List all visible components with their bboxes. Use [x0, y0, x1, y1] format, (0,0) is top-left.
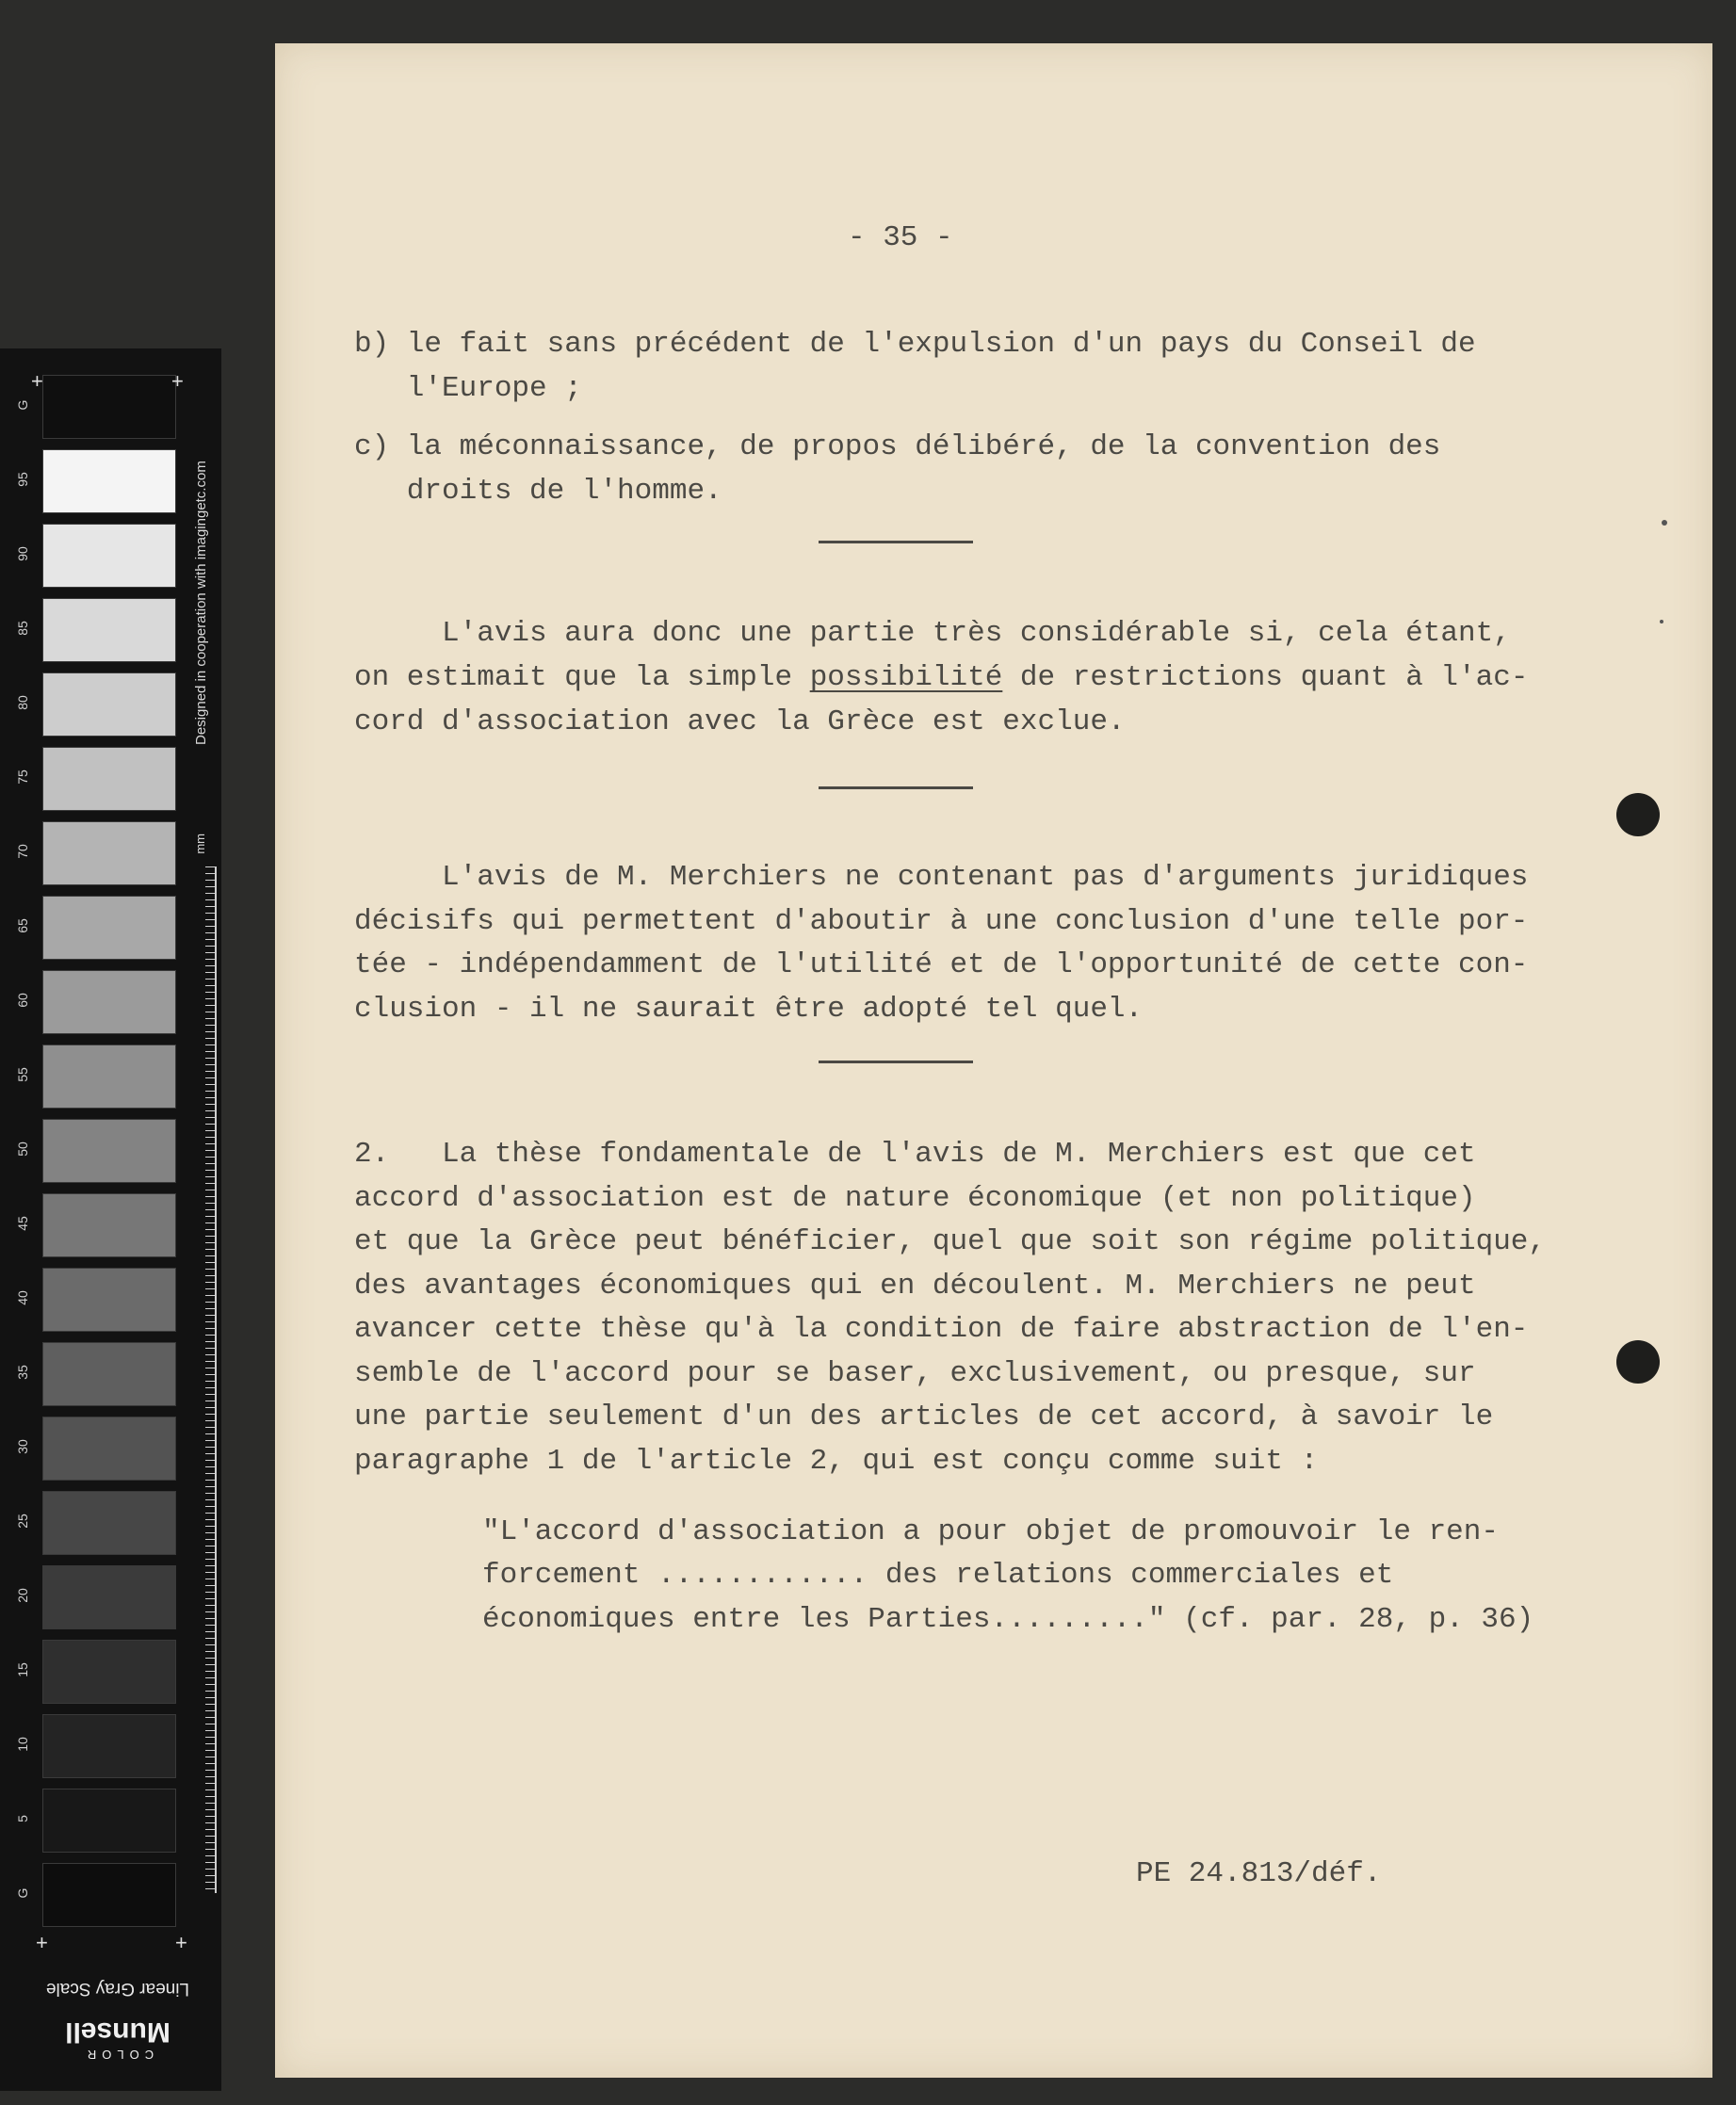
- gray-patch-label: 70: [15, 844, 30, 859]
- paragraph-line: paragraphe 1 de l'article 2, qui est conçu comme suit :: [354, 1445, 1319, 1478]
- paragraph-line: avancer cette thèse qu'à la condition de faire abstraction de l'en-: [354, 1313, 1529, 1346]
- gray-patch-label: 10: [15, 1737, 30, 1752]
- gray-patch: [42, 524, 176, 588]
- brand-name: Munsell: [65, 2016, 170, 2048]
- quote-line: "L'accord d'association a pour objet de promouvoir le ren-: [482, 1515, 1499, 1548]
- munsell-logo: [38, 2016, 198, 2062]
- gray-patch-label: 55: [15, 1067, 30, 1082]
- gray-patch-label: 50: [15, 1142, 30, 1157]
- gray-patch-label: 30: [15, 1439, 30, 1454]
- paragraph-line: décisifs qui permettent d'aboutir à une conclusion d'une telle por-: [354, 905, 1529, 938]
- section-divider: [819, 541, 973, 543]
- gray-patch: [42, 747, 176, 811]
- paragraph-line: semble de l'accord pour se baser, exclusivement, ou presque, sur: [354, 1357, 1476, 1390]
- paper-speck: [1660, 620, 1663, 623]
- quote-line: forcement ............ des relations commerciales et: [482, 1559, 1394, 1592]
- punch-hole: [1616, 793, 1660, 836]
- gray-patch-label: G: [15, 399, 30, 411]
- brand-sub: COLOR: [81, 2048, 154, 2062]
- item-b-line: b) le fait sans précédent de l'expulsion d'un pays du Conseil de: [354, 328, 1476, 361]
- document-page: [275, 43, 1712, 2078]
- paragraph-line: on estimait que la simple possibilité de restrictions quant à l'ac-: [354, 661, 1529, 694]
- gray-patch: [42, 1119, 176, 1183]
- paragraph-line: clusion - il ne saurait être adopté tel quel.: [354, 993, 1144, 1026]
- gray-patch-label: 75: [15, 769, 30, 785]
- gray-patch: [42, 896, 176, 960]
- underlined-word: possibilité: [809, 661, 1003, 694]
- gray-patch: [42, 672, 176, 737]
- gray-patch-label: 90: [15, 546, 30, 561]
- quote-line: économiques entre les Parties........." (cf. par. 28, p. 36): [482, 1603, 1534, 1636]
- gray-patch: [42, 1714, 176, 1778]
- registration-mark: +: [36, 1931, 48, 1954]
- gray-patch: [42, 821, 176, 885]
- gray-patch-label: 20: [15, 1588, 30, 1603]
- paragraph-line: tée - indépendamment de l'utilité et de l'opportunité de cette con-: [354, 948, 1529, 981]
- paragraph-line: L'avis de M. Merchiers ne contenant pas d'arguments juridiques: [354, 861, 1529, 894]
- section-divider: [819, 1061, 973, 1063]
- gray-patch: [42, 1491, 176, 1555]
- registration-mark: +: [171, 369, 184, 393]
- ruler-unit-label: mm: [193, 834, 207, 854]
- item-c-line: c) la méconnaissance, de propos délibéré, de la convention des: [354, 430, 1441, 463]
- gray-patch: [42, 598, 176, 662]
- punch-hole: [1616, 1340, 1660, 1384]
- item-c-line: droits de l'homme.: [354, 475, 722, 508]
- document-reference: PE 24.813/déf.: [1136, 1857, 1382, 1890]
- paragraph-line: et que la Grèce peut bénéficier, quel que soit son régime politique,: [354, 1225, 1547, 1258]
- gray-patch: [42, 1193, 176, 1257]
- gray-patch-label: 45: [15, 1216, 30, 1231]
- registration-mark: +: [175, 1931, 187, 1954]
- section-divider: [819, 786, 973, 789]
- gray-patch-label: 60: [15, 993, 30, 1008]
- gray-patch: [42, 1789, 176, 1853]
- gray-scale-credit: Designed in cooperation with imagingetc.com: [193, 461, 209, 745]
- paragraph-line: 2. La thèse fondamentale de l'avis de M. Merchiers est que cet: [354, 1138, 1476, 1171]
- paragraph-line: accord d'association est de nature économique (et non politique): [354, 1182, 1476, 1215]
- gray-patch-label: 40: [15, 1290, 30, 1305]
- gray-patch-label: 25: [15, 1514, 30, 1529]
- gray-patch: [42, 1268, 176, 1332]
- gray-patch: [42, 1863, 176, 1927]
- gray-patch: [42, 1565, 176, 1629]
- page-number: - 35 -: [848, 221, 953, 254]
- paragraph-line: une partie seulement d'un des articles de cet accord, à savoir le: [354, 1401, 1494, 1433]
- gray-patch: [42, 375, 176, 439]
- gray-patch: [42, 1417, 176, 1481]
- gray-patch: [42, 449, 176, 513]
- gray-patch-label: 65: [15, 918, 30, 933]
- gray-patch-label: 15: [15, 1662, 30, 1677]
- registration-mark: +: [31, 369, 43, 393]
- gray-patch-label: 85: [15, 621, 30, 636]
- gray-patch: [42, 970, 176, 1034]
- paragraph-line: L'avis aura donc une partie très considérable si, cela étant,: [354, 617, 1511, 650]
- gray-scale-title: Linear Gray Scale: [45, 1979, 190, 1999]
- gray-patch-label: G: [15, 1887, 30, 1899]
- gray-patch: [42, 1044, 176, 1109]
- gray-patch-label: 95: [15, 472, 30, 487]
- mm-ruler: [205, 866, 217, 1893]
- gray-patch-label: 35: [15, 1365, 30, 1380]
- gray-patch-label: 5: [15, 1815, 30, 1822]
- paper-speck: [1662, 520, 1667, 526]
- item-b-line: l'Europe ;: [354, 372, 582, 405]
- paragraph-line: cord d'association avec la Grèce est exclue.: [354, 705, 1126, 738]
- paragraph-line: des avantages économiques qui en découlent. M. Merchiers ne peut: [354, 1270, 1476, 1303]
- gray-patch: [42, 1342, 176, 1406]
- gray-patch-label: 80: [15, 695, 30, 710]
- gray-patch: [42, 1640, 176, 1704]
